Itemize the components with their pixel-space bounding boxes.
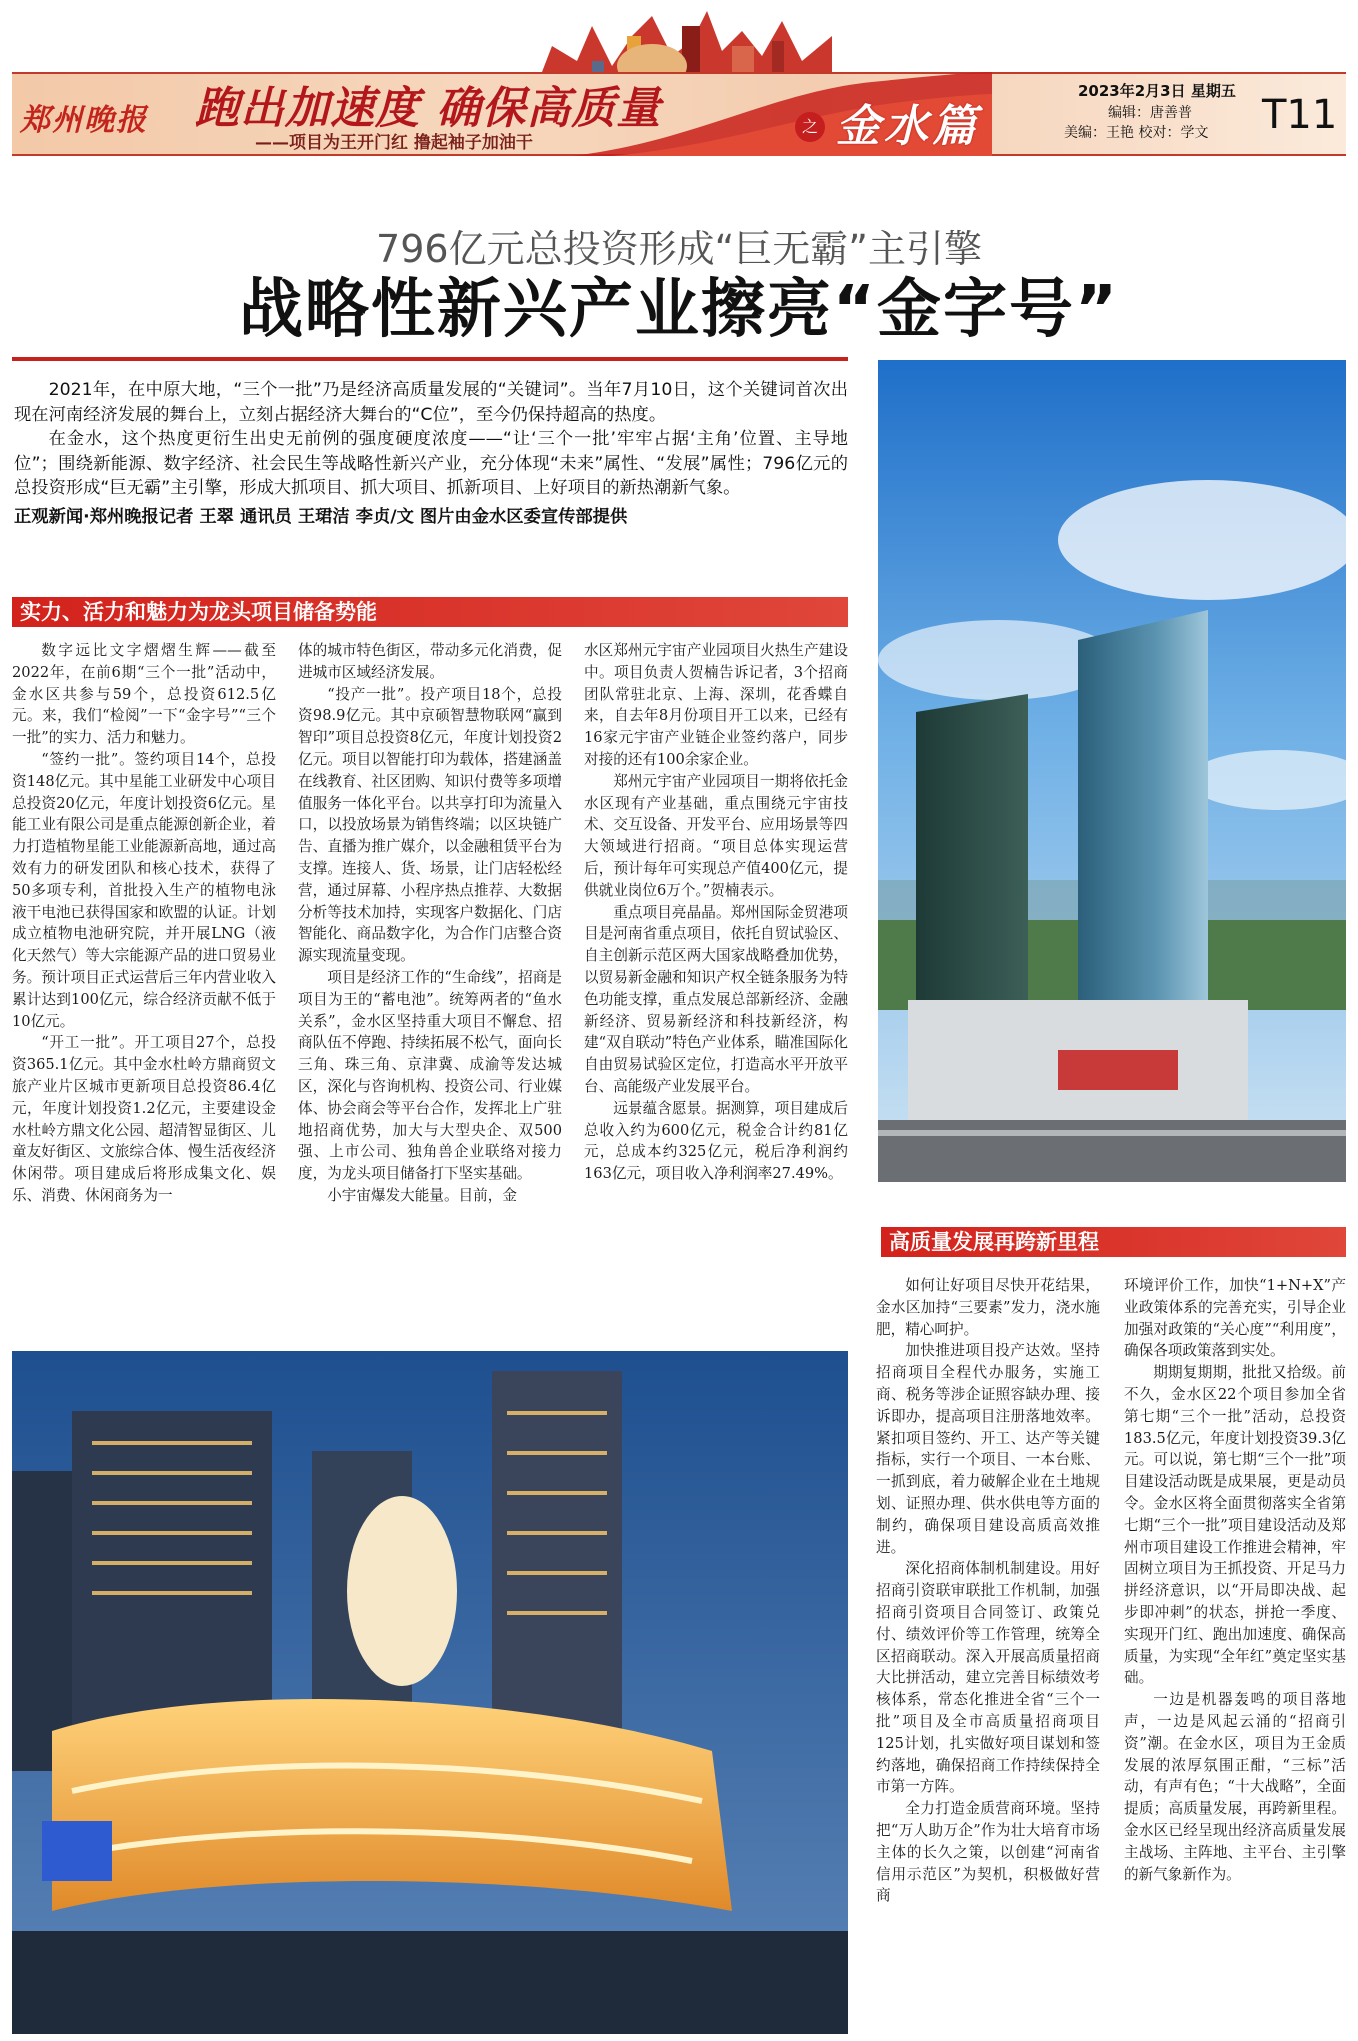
connector-badge: 之 xyxy=(795,112,825,142)
body-paragraph: “开工一批”。开工项目27个，总投资365.1亿元。其中金水杜岭方鼎商贸文旅产业片区城市更新项目总投资86.4亿元，年度计划投资1.2亿元，主要建设金水杜岭方鼎文化公园、超清智显街区、儿童友好街区、文旅综合体、慢生活夜经济休闲带。项目建成后将形成集文化、娱乐、消费、休闲商务为一 xyxy=(12,1034,276,1204)
body-paragraph: 远景蕴含愿景。据测算，项目建成后总收入约为600亿元，税金合计约81亿元，总成本约325亿元，税后净利润约163亿元，项目收入净利润率27.49%。 xyxy=(584,1099,848,1183)
issue-date: 2023年2月3日 星期五 xyxy=(1078,82,1236,100)
body-column-1 xyxy=(12,640,276,1340)
body-paragraph: 体的城市特色街区，带动多元化消费，促进城市区域经济发展。 xyxy=(298,642,562,681)
body-paragraph: 项目是经济工作的“生命线”，招商是项目为王的“蓄电池”。统筹两者的“鱼水关系”，金水区坚持重大项目不懈怠、招商队伍不停跑、持续拓展不松气，面向长三角、珠三角、京津冀、成渝等发达城区，深化与咨询机构、投资公司、行业媒体、协会商会等平台合作，发挥北上广驻地招商优势，加大与大型央企、双500强、上市公司、独角兽企业联络对接力度，为龙头项目储备打下坚实基础。 xyxy=(298,968,562,1183)
body-paragraph: 一边是机器轰鸣的项目落地声，一边是风起云涌的“招商引资”潮。在金水区，项目为王金质发展的浓厚氛围正酣，“三标”活动，有声有色；“十大战略”，全面提质；高质量发展，再跨新里程。金水区已经呈现出经济高质量发展主战场、主阵地、主平台、主引擎的新气象新作为。 xyxy=(1124,1691,1346,1883)
article-lead xyxy=(14,378,848,529)
body-paragraph: 环境评价工作，加快“1+N+X”产业政策体系的完善充实，引导企业加强对政策的“关心度”“利用度”，确保各项政策落到实处。 xyxy=(1124,1277,1346,1360)
body-column-4 xyxy=(876,1275,1100,2030)
body-paragraph: 数字远比文字熠熠生辉——截至2022年，在前6期“三个一批”活动中，金水区共参与59个，总投资612.5亿元。来，我们“检阅”一下“金字号”“三个一批”的实力、活力和魅力。 xyxy=(12,642,276,747)
body-paragraph: 水区郑州元宇宙产业园项目火热生产建设中。项目负责人贺楠告诉记者，3个招商团队常驻北京、上海、深圳，花香蝶自来，自去年8月份项目开工以来，已经有16家元宇宙产业链企业签约落户，同步对接的还有100余家企业。 xyxy=(584,642,848,768)
body-paragraph: 重点项目亮晶晶。郑州国际金贸港项目是河南省重点项目，依托自贸试验区、自主创新示范区两大国家战略叠加优势，以贸易新金融和知识产权全链条服务为特色功能支撑，重点发展总部新经济、金融新经济、贸易新经济和科技新经济，构建“双自联动”特色产业体系，瞄准国际化自由贸易试验区定位，打造高水平开放平台、高能级产业发展平台。 xyxy=(584,903,848,1095)
body-paragraph: “签约一批”。签约项目14个，总投资148亿元。其中星能工业研发中心项目总投资20亿元，年度计划投资6亿元。星能工业有限公司是重点能源创新企业，着力打造植物星能工业能源新高地，通过高效有力的研发团队和核心技术，获得了50多项专利，首批投入生产的植物电泳液干电池已获得国家和欧盟的认证。计划成立植物电池研究院，并开展LNG（液化天然气）等大宗能源产品的进口贸易业务。预计项目正式运营后三年内营业收入累计达到100亿元，综合经济贡献不低于10亿元。 xyxy=(12,750,276,1030)
body-column-5 xyxy=(1124,1275,1346,2030)
section-heading: 实力、活力和魅力为龙头项目储备势能 xyxy=(12,597,848,627)
lead-paragraph: 在金水，这个热度更衍生出史无前例的强度硬度浓度——“让‘三个一批’牢牢占据‘主角’位置、主导地位”；围绕新能源、数字经济、社会民生等战略性新兴产业，充分体现“未来”属性、“发展”属性；796亿元的总投资形成“巨无霸”主引擎，形成大抓项目、抓大项目、抓新项目、上好项目的新热潮新气象。 xyxy=(14,429,848,498)
body-paragraph: 期期复期期，批批又拾级。前不久，金水区22个项目参加全省第七期“三个一批”活动，总投资183.5亿元，年度计划投资39.3亿元。可以说，第七期“三个一批”项目建设活动既是成果展，更是动员令。金水区将全面贯彻落实全省第七期“三个一批”项目建设活动及郑州市项目建设工作推进会精神，牢固树立项目为王抓投资、开足马力拼经济意识，以“开局即决战、起步即冲刺”的状态，拼抢一季度、实现开门红、跑出加速度、确保高质量，为实现“全年红”奠定坚实基础。 xyxy=(1124,1364,1346,1687)
page-number: T11 xyxy=(1262,92,1338,138)
section-heading: 高质量发展再跨新里程 xyxy=(881,1227,1346,1257)
article-headline: 战略性新兴产业擦亮“金字号” xyxy=(238,273,1120,347)
body-paragraph: 小宇宙爆发大能量。目前，金 xyxy=(327,1186,517,1204)
photo-twin-towers xyxy=(878,360,1346,1182)
body-paragraph: 郑州元宇宙产业园项目一期将依托金水区现有产业基础，重点围绕元宇宙技术、交互设备、开发平台、应用场景等四大领域进行招商。“项目总体实现运营后，预计每年可实现总产值400亿元，提供就业岗位6万个。”贺楠表示。 xyxy=(584,772,848,899)
photo-night-complex xyxy=(12,1351,848,2034)
body-paragraph: 如何让好项目尽快开花结果，金水区加持“三要素”发力，浇水施肥，精心呵护。 xyxy=(876,1277,1100,1338)
designer-credit: 美编：王艳 校对：学文 xyxy=(1064,125,1209,141)
lead-paragraph: 2021年，在中原大地，“三个一批”乃是经济高质量发展的“关键词”。当年7月10日，这个关键词首次出现在河南经济发展的舞台上，立刻占据经济大舞台的“C位”，至今仍保持超高的热度。 xyxy=(14,380,848,425)
body-paragraph: “投产一批”。投产项目18个，总投资98.9亿元。其中京硕智慧物联网“赢到智印”项目总投资8亿元，年度计划投资2亿元。项目以智能打印为载体，搭建涵盖在线教育、社区团购、知识付费等多项增值服务一体化平台。以共享打印为流量入口，以投放场景为销售终端；以区块链广告、直播为推广媒介，以金融租赁平台为支撑。连接人、货、场景，让门店轻松经营，通过屏幕、小程序热点推荐、大数据分析等技术加持，实现客户数据化、门店智能化、商品数字化，为合作门店整合资源实现流量变现。 xyxy=(298,685,562,965)
body-paragraph: 加快推进项目投产达效。坚持招商项目全程代办服务，实施工商、税务等涉企证照容缺办理、接诉即办，提高项目注册落地效率。紧扣项目签约、开工、达产等关键指标，实行一个项目、一本台账、一抓到底，着力破解企业在土地规划、证照办理、供水供电等方面的制约，确保项目建设高质高效推进。 xyxy=(876,1342,1100,1556)
headline-divider xyxy=(12,357,848,361)
article-kicker: 796亿元总投资形成“巨无霸”主引擎 xyxy=(376,227,982,271)
body-paragraph: 全力打造金质营商环境。坚持把“万人助万企”作为壮大培育市场主体的长久之策，以创建“河南省信用示范区”为契机，积极做好营商 xyxy=(876,1800,1100,1905)
section-name: 金水篇 xyxy=(836,101,980,152)
body-column-3 xyxy=(584,640,848,1340)
campaign-subslogan: ——项目为王开门红 撸起袖子加油干 xyxy=(255,133,533,153)
paper-logo: 郑州晚报 xyxy=(20,103,148,138)
body-paragraph: 深化招商体制机制建设。用好招商引资联审联批工作机制，加强招商引资项目合同签订、政策兑付、绩效评价等工作管理，统筹全区招商联动。深入开展高质量招商大比拼活动，建立完善目标绩效考核体系，常态化推进全省“三个一批”项目及全市高质量招商项目125计划，扎实做好项目谋划和签约落地，确保招商工作持续保持全市第一方阵。 xyxy=(876,1560,1100,1796)
body-column-2 xyxy=(298,640,562,1340)
byline: 正观新闻·郑州晚报记者 王翠 通讯员 王珺洁 李贞/文 图片由金水区委宣传部提供 xyxy=(14,506,628,527)
campaign-slogan: 跑出加速度 确保高质量 xyxy=(195,83,662,134)
editor-credit: 编辑：唐善普 xyxy=(1108,105,1192,121)
